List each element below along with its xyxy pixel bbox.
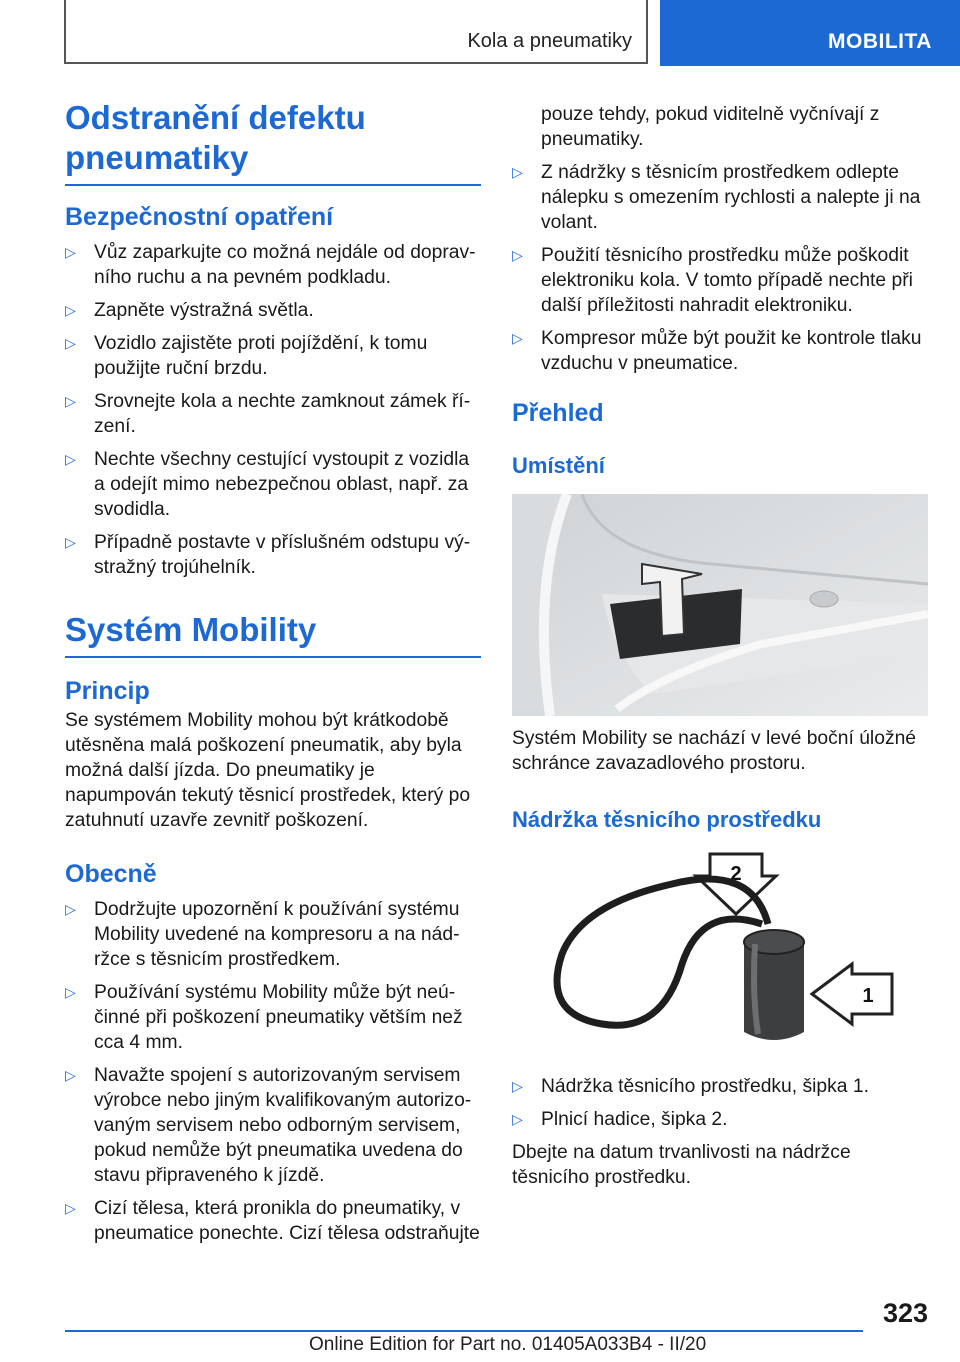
list-item: ▷ Plnicí hadice, šipka 2. [512,1109,728,1130]
section-tab-label: MOBILITA [828,30,932,53]
right-list [512,160,928,376]
list-item: ▷ Cizí tělesa, která pronikla do pneumatiky, v pneumatice ponechte. Cizí tělesa odstraňujte [65,1198,480,1244]
list-item: ▷ Z nádržky s těsnicím prostředkem odlepte nálepku s omezením rychlosti a nalepte ji na volant. [512,162,921,233]
list-item: ▷ Dodržujte upozornění k používání systému Mobility uvedené na kompresoru a na nádržce s těsnicím prostředkem. [65,899,460,970]
triangle-bullet-icon: ▷ [65,393,76,409]
list-item: ▷ Vůz zaparkujte co možná nejdále od dopravního ruchu a na pevném podkladu. [65,242,476,288]
list-item: ▷ Zapněte výstražná světla. [65,300,314,321]
arrow-label-1: 1 [862,985,874,1007]
page-title: Odstranění defektu pneumatiky [65,99,366,176]
list-item: ▷ Použití těsnicího prostředku může poškodit elektroniku kola. V tomto případě nechte při další příležitosti nahradit elektroniku. [512,245,913,316]
safety-list [65,240,481,580]
tank-list [512,1074,928,1132]
tank-heading: Nádržka těsnicího prostředku [512,807,822,832]
location-caption: Systém Mobility se nachází v levé boční úložné schránce zavazadlového prostoru. [512,728,917,774]
list-item: ▷ Nádržka těsnicího prostředku, šipka 1. [512,1076,869,1097]
continuation-text: pouze tehdy, pokud viditelně vyčnívají z pneumatiky. [541,104,880,150]
triangle-bullet-icon: ▷ [512,164,523,180]
general-heading: Obecně [65,860,157,888]
safety-heading: Bezpečnostní opatření [65,203,334,231]
header-frame [64,0,648,64]
arrow-label-2: 2 [730,863,742,885]
right-column [512,102,928,1190]
section-tab[interactable] [660,0,960,66]
triangle-bullet-icon: ▷ [65,1200,76,1216]
triangle-bullet-icon: ▷ [65,984,76,1000]
overview-heading: Přehled [512,399,604,427]
sealant-tank-image [512,844,928,1064]
left-column [65,98,481,1254]
triangle-bullet-icon: ▷ [512,1078,523,1094]
triangle-bullet-icon: ▷ [65,244,76,260]
location-heading: Umístění [512,453,605,478]
list-item: ▷ Používání systému Mobility může být neúčinné při poškození pneumatiky větším než cca 4 mm. [65,982,463,1053]
page-number: 323 [882,1298,928,1328]
list-item: ▷ Navažte spojení s autorizovaným servisem výrobce nebo jiným kvalifikovaným autorizovaným servisem nebo odborným servisem, pokud nemůže být pneumatika uvedena do stavu připraveného k jízdě. [65,1065,472,1186]
list-item: ▷ Vozidlo zajistěte proti pojíždění, k tomu použijte ruční brzdu. [65,333,428,379]
list-item: ▷ Nechte všechny cestující vystoupit z vozidla a odejít mimo nebezpečnou oblast, např. za svodidla. [65,449,470,520]
expiry-note: Dbejte na datum trvanlivosti na nádržce těsnicího prostředku. [512,1142,851,1188]
system-title: Systém Mobility [65,611,317,648]
list-item: ▷ Srovnejte kola a nechte zamknout zámek řízení. [65,391,471,437]
system-title-block [65,610,481,658]
chapter-title: Kola a pneumatiky [467,30,632,52]
triangle-bullet-icon: ▷ [512,330,523,346]
triangle-bullet-icon: ▷ [512,1111,523,1127]
general-list [65,897,481,1246]
footer-divider [65,1330,863,1332]
triangle-bullet-icon: ▷ [512,247,523,263]
triangle-bullet-icon: ▷ [65,1067,76,1083]
list-item: ▷ Případně postavte v příslušném odstupu výstražný trojúhelník. [65,532,471,578]
edition-footer: Online Edition for Part no. 01405A033B4 - II/20 [309,1334,707,1355]
triangle-bullet-icon: ▷ [65,901,76,917]
principle-text: Se systémem Mobility mohou být krátkodobě utěsněna malá poškození pneumatik, aby byla možná další jízda. Do pneumatiky je napumpován tekutý těsnicí prostředek, který po zatuhnutí uzavře zevnitř poškození. [65,710,471,831]
list-item: ▷ Kompresor může být použit ke kontrole tlaku vzduchu v pneumatice. [512,328,922,374]
triangle-bullet-icon: ▷ [65,451,76,467]
title-block [65,98,481,186]
trunk-compartment-image [512,494,928,716]
triangle-bullet-icon: ▷ [65,335,76,351]
triangle-bullet-icon: ▷ [65,302,76,318]
triangle-bullet-icon: ▷ [65,534,76,550]
principle-heading: Princip [65,677,150,705]
